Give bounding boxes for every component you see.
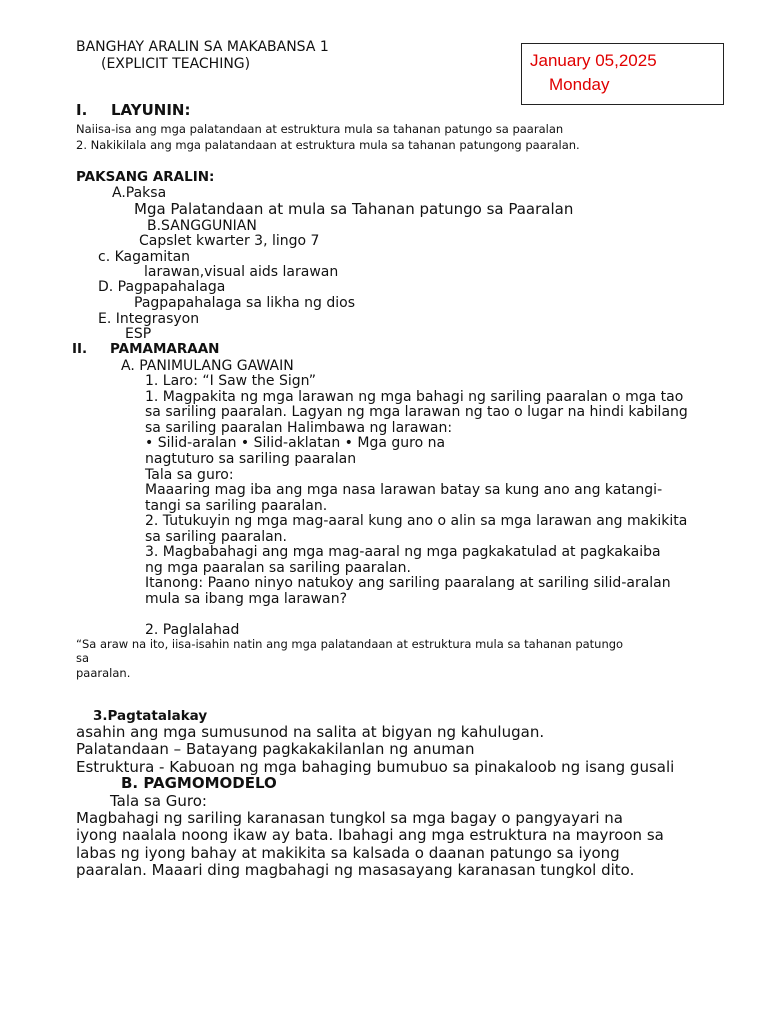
integrasyon-text: ESP [125, 326, 152, 342]
pagpapahalaga-label: D. Pagpapahalaga [98, 279, 226, 295]
panimulang-gawain-label: A. PANIMULANG GAWAIN [121, 358, 294, 374]
step-line: 3. Magbabahagi ang mga mag-aaral ng mga pagkakatulad at pagkakaiba [145, 544, 661, 560]
document-subtitle: (EXPLICIT TEACHING) [101, 56, 251, 72]
step-line: Maaaring mag iba ang mga nasa larawan batay sa kung ano ang katangi- [145, 482, 663, 498]
step-line: sa sariling paaralan. [145, 529, 288, 545]
tala-sa-guro-label: Tala sa Guro: [110, 792, 207, 810]
pagtatalakay-line: Estruktura - Kabuoan ng mga bahaging bumubuo sa pinakaloob ng isang gusali [76, 758, 675, 776]
paglalahad-line: “Sa araw na ito, iisa-isahin natin ang mga palatandaan at estruktura mula sa tahanan patungo [76, 637, 624, 651]
step-line: 1. Magpakita ng mga larawan ng mga bahagi ng sariling paaralan o mga tao [145, 389, 684, 405]
sanggunian-label: B.SANGGUNIAN [147, 218, 257, 234]
sanggunian-text: Capslet kwarter 3, lingo 7 [139, 233, 320, 249]
pagmomodelo-heading: B. PAGMOMODELO [121, 774, 277, 792]
step-line: Itanong: Paano ninyo natukoy ang sariling paaralang at sariling silid-aralan [145, 575, 671, 591]
kagamitan-text: larawan,visual aids larawan [144, 264, 339, 280]
pagmomodelo-line: labas ng iyong bahay at makikita sa kalsada o daanan patungo sa iyong [76, 844, 620, 862]
layunin-line-2: 2. Nakikilala ang mga palatandaan at estruktura mula sa tahanan patungong paaralan. [76, 138, 580, 152]
date-box [521, 43, 724, 105]
pagtatalakay-line: Palatandaan – Batayang pagkakakilanlan ng anuman [76, 740, 475, 758]
section-heading-pamamaraan: PAMAMARAAN [110, 341, 220, 357]
paksa-label: A.Paksa [112, 185, 167, 201]
step-line: Tala sa guro: [145, 467, 234, 483]
pagpapahalaga-text: Pagpapahalaga sa likha ng dios [134, 295, 356, 311]
day-text: Monday [549, 75, 610, 94]
layunin-line-1: Naiisa-isa ang mga palatandaan at estruktura mula sa tahanan patungo sa paaralan [76, 122, 564, 136]
section-number-1: I. [76, 101, 88, 119]
pagtatalakay-line: asahin ang mga sumusunod na salita at bigyan ng kahulugan. [76, 723, 545, 741]
section-heading-paksang-aralin: PAKSANG ARALIN: [76, 169, 215, 185]
date-text: January 05,2025 [530, 51, 657, 70]
step-line: sa sariling paaralan Halimbawa ng larawan: [145, 420, 453, 436]
document-title: BANGHAY ARALIN SA MAKABANSA 1 [76, 39, 329, 55]
pagmomodelo-line: paaralan. Maaari ding magbahagi ng masasayang karanasan tungkol dito. [76, 861, 635, 879]
step-line: 1. Laro: “I Saw the Sign” [145, 373, 317, 389]
step-line: tangi sa sariling paaralan. [145, 498, 328, 514]
paksa-text: Mga Palatandaan at mula sa Tahanan patungo sa Paaralan [134, 200, 574, 218]
step-line: nagtuturo sa sariling paaralan [145, 451, 357, 467]
pagmomodelo-line: Magbahagi ng sariling karanasan tungkol sa mga bagay o pangyayari na [76, 809, 623, 827]
step-line: ng mga paaralan sa sariling paaralan. [145, 560, 411, 576]
pagtatalakay-label: 3.Pagtatalakay [93, 708, 208, 724]
step-line: 2. Tutukuyin ng mga mag-aaral kung ano o alin sa mga larawan ang makikita [145, 513, 688, 529]
kagamitan-label: c. Kagamitan [98, 249, 191, 265]
paglalahad-line: sa [76, 651, 90, 665]
paglalahad-label: 2. Paglalahad [145, 622, 240, 638]
step-line: sa sariling paaralan. Lagyan ng mga larawan ng tao o lugar na hindi kabilang [145, 404, 688, 420]
pagmomodelo-line: iyong naalala noong ikaw ay bata. Ibahagi ang mga estruktura na mayroon sa [76, 826, 664, 844]
step-line: mula sa ibang mga larawan? [145, 591, 348, 607]
section-number-2: II. [72, 341, 88, 357]
integrasyon-label: E. Integrasyon [98, 311, 200, 327]
section-heading-layunin: LAYUNIN: [111, 101, 191, 119]
paglalahad-line: paaralan. [76, 666, 131, 680]
step-line: • Silid-aralan • Silid-aklatan • Mga guro na [145, 435, 446, 451]
